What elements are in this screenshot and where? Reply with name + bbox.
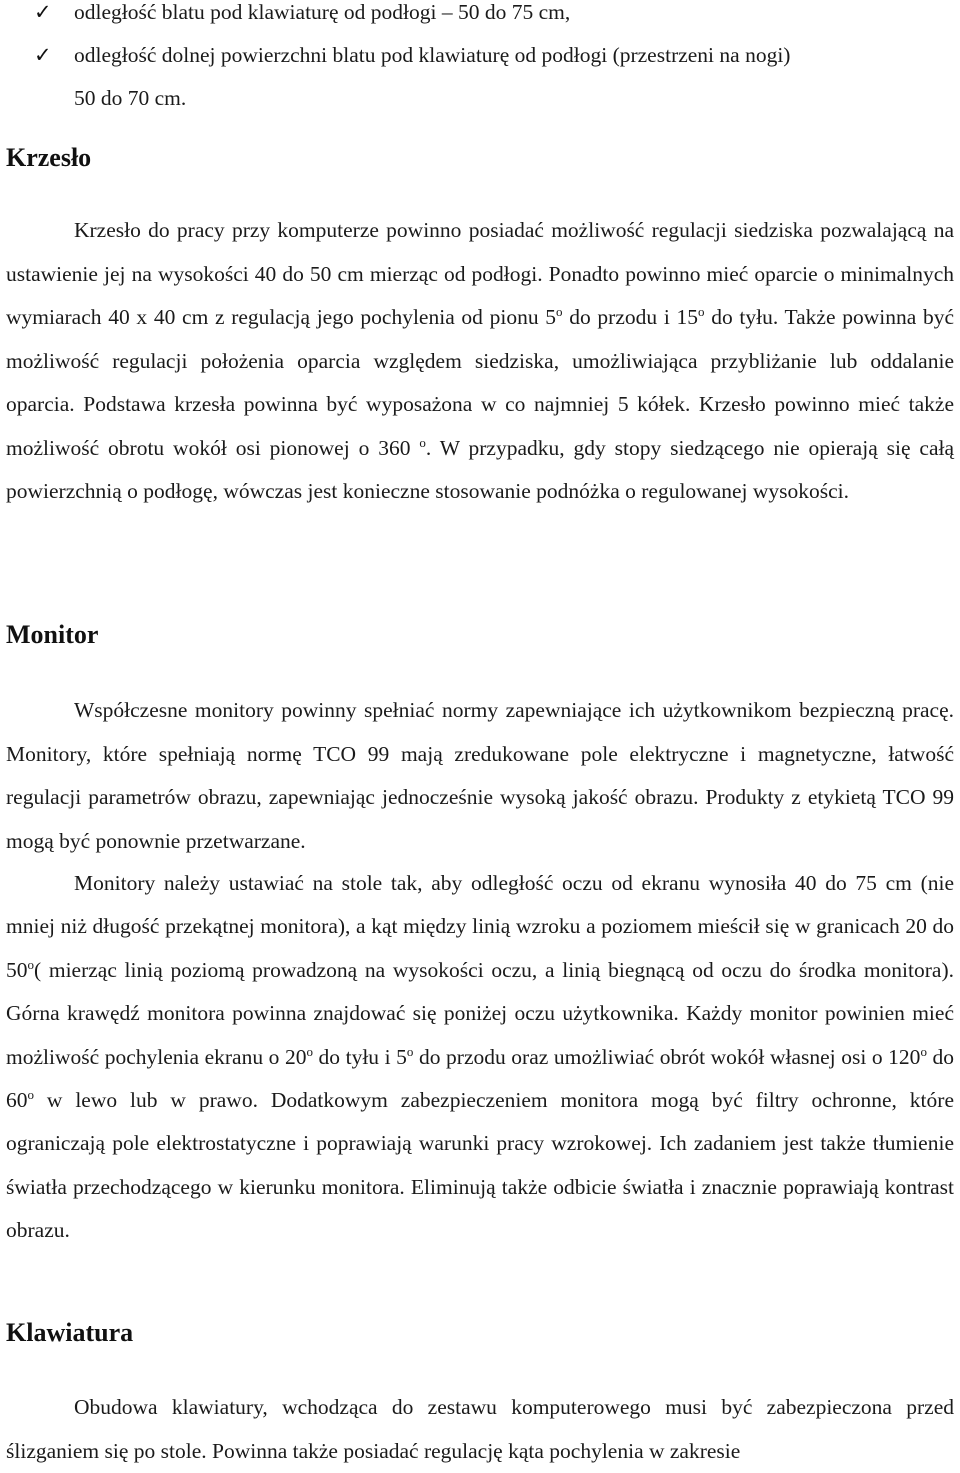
list-item (0, 34, 960, 120)
section-heading-monitor: Monitor (6, 620, 99, 649)
paragraph-text: Krzesło do pracy przy komputerze powinno posiadać możliwość regulacji siedziska pozwalającą na ustawienie jej na wysokości 40 do 50 cm mierząc od podłogi. Ponadto powinno mieć oparcie o minimalnych wymiarach 40 x 40 cm z regulacją jego pochylenia od pionu 5 (6, 218, 954, 329)
requirements-list (0, 0, 960, 120)
degree-superscript: o (419, 434, 426, 450)
list-item-text-continuation: 50 do 70 cm. (74, 86, 187, 110)
paragraph-monitor-norms: Współczesne monitory powinny spełniać normy zapewniające ich użytkownikom bezpieczną pracę. Monitory, które spełniają normę TCO 99 mają zredukowane pole elektryczne i magnetyczne, łatwość regulacji parametrów obrazu, zapewniając jednocześnie wysoką jakość obrazu. Produkty z etykietą TCO 99 mogą być ponownie przetwarzane. (6, 698, 954, 853)
paragraph-text: Monitory należy ustawiać na stole tak, aby odległość oczu od ekranu wynosiła 40 do 75 cm (nie mniej niż długość przekątnej monitora), a kąt między linią wzroku a poziomem mieścił się w granicach 20 do 50 (6, 871, 954, 982)
checkmark-icon: ✓ (34, 0, 52, 24)
section-heading-krzeslo: Krzesło (6, 143, 92, 172)
paragraph-text: do przodu oraz umożliwiać obrót wokół własnej osi o 120 (413, 1044, 921, 1069)
paragraph-text: ( mierząc linią poziomą prowadzoną na wysokości oczu, a linią biegnącą od oczu do środka monitora). Górna krawędź monitora powinna znajdować się poniżej oczu użytkownika. Każdy monitor powinien mieć możliwość pochylenia ekranu o 20 (6, 957, 954, 1069)
degree-superscript: o (306, 1043, 313, 1059)
paragraph-text: do przodu i 15 (562, 305, 698, 329)
paragraph-text: . W przypadku, gdy stopy siedzącego nie opierają się całą powierzchnią o podłogę, wówczas jest konieczne stosowanie podnóżka o regulowanej wysokości. (6, 435, 954, 503)
paragraph-monitor-placement (6, 862, 954, 1253)
list-item-text: odległość dolnej powierzchni blatu pod klawiaturę od podłogi (przestrzeni na nogi) (74, 43, 791, 67)
paragraph-text: do tyłu. Także powinna być możliwość regulacji położenia oparcia względem siedziska, umożliwiająca przybliżanie lub oddalanie oparcia. Podstawa krzesła powinna być wyposażona w co najmniej 5 kółek. Krzesło powinno mieć także możliwość obrotu wokół osi pionowej o 360 (6, 305, 954, 460)
paragraph-text: do tyłu i 5 (312, 1044, 407, 1069)
checkmark-icon: ✓ (34, 43, 52, 67)
section-heading-klawiatura: Klawiatura (6, 1318, 134, 1347)
paragraph-text: w lewo lub w prawo. Dodatkowym zabezpieczeniem monitora mogą być filtry ochronne, które ograniczają pole elektrostatyczne i poprawiają warunki pracy wzrokowej. Ich zadaniem jest także tłumienie światła przechodzącego w kierunku monitora. Eliminują także odbicie światła i znacznie poprawiają kontrast obrazu. (6, 1088, 954, 1243)
degree-superscript: o (27, 956, 34, 972)
paragraph-klawiatura: Obudowa klawiatury, wchodząca do zestawu komputerowego musi być zabezpieczona przed ślizganiem się po stole. Powinna także posiadać regulację kąta pochylenia w zakresie (6, 1395, 954, 1463)
list-item-text: odległość blatu pod klawiaturę od podłogi – 50 do 75 cm, (74, 0, 571, 24)
paragraph-krzeslo (6, 209, 954, 514)
paragraph-text: do 60 (6, 1044, 954, 1113)
degree-superscript: o (406, 1043, 414, 1059)
degree-superscript: o (27, 1087, 34, 1103)
degree-superscript: o (698, 304, 705, 319)
list-item (0, 0, 960, 34)
degree-superscript: o (556, 304, 563, 319)
degree-superscript: o (920, 1043, 927, 1059)
